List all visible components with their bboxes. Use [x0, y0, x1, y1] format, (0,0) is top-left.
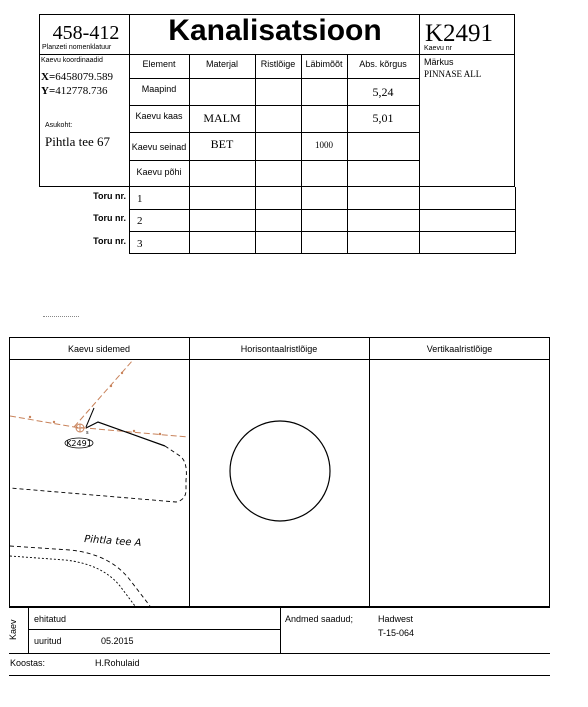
location-value: Pihtla tee 67: [45, 134, 110, 149]
well-id-label: Kaevu nr: [424, 45, 453, 52]
cell-height: 5,01: [372, 111, 394, 125]
horizontal-section-drawing: [190, 360, 369, 606]
row-element: Kaevu seinad: [131, 142, 187, 152]
road-edge: [10, 446, 186, 502]
pipe-node: [133, 430, 135, 432]
source-ref: T-15-064: [378, 628, 415, 638]
surveyed-label: uuritud: [34, 636, 62, 646]
nomenclature-label: Planzeti nomenklatuur: [42, 44, 112, 51]
col-diameter: Läbimõõt: [305, 59, 343, 69]
pipe-node: [29, 416, 31, 418]
pipe-node: [110, 385, 112, 387]
horizontal-section-title: Horisontaalristlõige: [240, 344, 318, 354]
scan-artifact: [43, 316, 79, 317]
pipe-label: Toru nr.: [93, 213, 126, 223]
sewer-pipe-line: [10, 416, 188, 437]
vertical-section-title: Vertikaalristlõige: [426, 344, 493, 354]
source-label: Andmed saadud;: [285, 614, 354, 624]
pipe-num: 2: [137, 215, 143, 227]
cell-material: MALM: [203, 111, 241, 125]
location-label: Asukoht:: [45, 122, 73, 129]
cell-height: 5,24: [372, 85, 394, 99]
row-element: Maapind: [141, 84, 177, 94]
row-element: Kaevu põhi: [136, 167, 182, 177]
side-label: Kaev: [8, 619, 18, 640]
row-element: Kaevu kaas: [135, 111, 183, 121]
col-material: Materjal: [205, 59, 238, 69]
svg-text:s: s: [86, 430, 89, 436]
well-id: K2491: [425, 20, 494, 47]
sewer-pipe-line: [74, 360, 133, 427]
pipe-node: [53, 421, 55, 423]
pipe-node: [159, 433, 161, 435]
remark-value: PINNASE ALL: [424, 69, 482, 79]
page-title: Kanalisatsioon: [168, 14, 382, 47]
well-tag: K2491: [66, 439, 92, 448]
pipe-num: 1: [137, 193, 143, 205]
pipe-node: [121, 372, 123, 374]
coord-x: X=6458079.589: [41, 71, 113, 83]
col-remark: Märkus: [424, 57, 454, 67]
source-value: Hadwest: [378, 614, 414, 624]
cell-diameter: 1000: [315, 140, 333, 150]
author-label: Koostas:: [10, 658, 46, 668]
street-label: Pihtla tee A: [83, 534, 142, 549]
col-height: Abs. kõrgus: [359, 59, 407, 69]
nomenclature: 458-412: [52, 22, 120, 44]
built-label: ehitatud: [34, 614, 67, 624]
cell-material: BET: [210, 137, 234, 151]
well-cross-section-circle: [230, 421, 330, 521]
surveyed-value: 05.2015: [101, 636, 134, 646]
coord-y: Y=412778.736: [41, 85, 108, 97]
author-value: H.Rohulaid: [95, 658, 140, 668]
pipe-num: 3: [137, 238, 143, 250]
road-edge: [10, 556, 135, 606]
connections-title: Kaevu sidemed: [67, 344, 131, 354]
col-element: Element: [142, 59, 176, 69]
coords-label: Kaevu koordinaadid: [41, 57, 103, 64]
pipe-label: Toru nr.: [93, 191, 126, 201]
pipe-label: Toru nr.: [93, 236, 126, 246]
connections-map: [10, 360, 189, 606]
road-edge: [10, 546, 150, 606]
col-section: Ristlõige: [260, 59, 296, 69]
